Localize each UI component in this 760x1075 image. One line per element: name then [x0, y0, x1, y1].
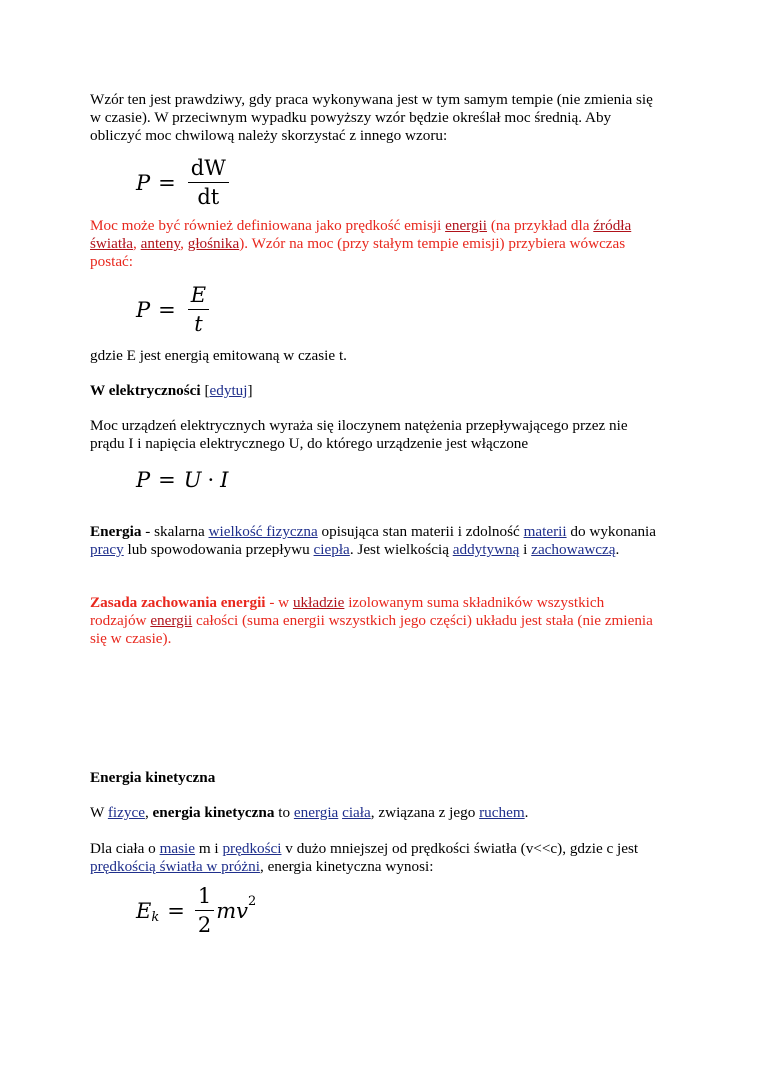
link-ruchem[interactable]: ruchem: [479, 804, 525, 821]
emission-paragraph: Moc może być również definiowana jako prędkość emisji energii (na przykład dla źródła światła, anteny, głośnika). Wzór na moc (przy stałym tempie emisji) przybiera wówczas postać:: [90, 217, 632, 270]
fraction: $\frac{dW}{dt}$: [188, 156, 229, 209]
edit-link[interactable]: edytuj: [209, 382, 248, 399]
link-wielkosc-fizyczna[interactable]: wielkość fizyczna: [208, 523, 318, 540]
formula-kinetic-energy: E k = $\frac{1}{2}$ m v 2: [136, 884, 257, 937]
kinetic-body-paragraph: Dla ciała o masie m i prędkości v dużo mniejszej od prędkości światła (v<<c), gdzie c jest prędkością światła w próżni, energia kinetyczna wynosi:: [90, 840, 639, 875]
link-energii-conservation[interactable]: energii: [150, 612, 193, 629]
link-ciala[interactable]: ciała: [342, 804, 371, 821]
intro-paragraph: Wzór ten jest prawdziwy, gdy praca wykonywana jest w tym samym tempie (nie zmienia się w czasie). W przeciwnym wypadku powyższy wzór będzie określał moc średnią. Aby obliczyć moc chwilową należy skorzystać z innego wzoru:: [90, 91, 653, 144]
link-pracy[interactable]: pracy: [90, 541, 124, 558]
link-predkosci[interactable]: prędkości: [222, 840, 282, 857]
electric-power-paragraph: Moc urządzeń elektrycznych wyraża się iloczynem natężenia przepływającego przez nie prądu I i napięcia elektrycznego U, do którego urządzenie jest włączone: [90, 417, 628, 452]
section-heading-kinetic: Energia kinetyczna: [90, 769, 216, 786]
link-anteny[interactable]: anteny: [140, 235, 181, 252]
link-ciepla[interactable]: ciepła: [313, 541, 350, 558]
kinetic-definition-paragraph: W fizyce, energia kinetyczna to energia ciała, związana z jego ruchem.: [90, 804, 529, 821]
section-heading-electricity: W elektryczności [edytuj]: [90, 382, 253, 399]
link-fizyce[interactable]: fizyce: [107, 804, 145, 821]
link-energii[interactable]: energii: [445, 217, 488, 234]
energy-definition-paragraph: Energia - skalarna wielkość fizyczna opisująca stan materii i zdolność materii do wykonania pracy lub spowodowania przepływu ciepła. Jest wielkością addytywną i zachowawczą.: [90, 523, 656, 558]
formula-instantaneous-power: P = $\frac{dW}{dt}$: [136, 156, 233, 209]
link-predkosc-swiatla[interactable]: prędkością światła w próżni: [90, 858, 260, 875]
formula-electric-power: P = U · I: [136, 468, 229, 492]
link-addytywna[interactable]: addytywną: [452, 541, 520, 558]
link-ukladzie[interactable]: układzie: [292, 594, 345, 611]
conservation-paragraph: Zasada zachowania energii - w układzie izolowanym suma składników wszystkich rodzajów energii całości (suma energii wszystkich jego części) układu jest stała (nie zmienia się w czasie).: [90, 594, 653, 647]
gdzie-text: gdzie E jest energią emitowaną w czasie t.: [90, 347, 347, 364]
link-swiatla[interactable]: światła: [90, 235, 134, 252]
link-masie[interactable]: masie: [159, 840, 196, 857]
link-glosnika[interactable]: głośnika: [187, 235, 240, 252]
link-zachowawcza[interactable]: zachowawczą: [531, 541, 616, 558]
fraction: $\frac{1}{2}$: [195, 884, 214, 937]
link-energia[interactable]: energia: [293, 804, 339, 821]
link-zrodla[interactable]: źródła: [593, 217, 632, 234]
fraction: $\frac{E}{t}$: [188, 283, 209, 336]
link-materii[interactable]: materii: [523, 523, 567, 540]
formula-emission-power: P = $\frac{E}{t}$: [136, 283, 213, 336]
